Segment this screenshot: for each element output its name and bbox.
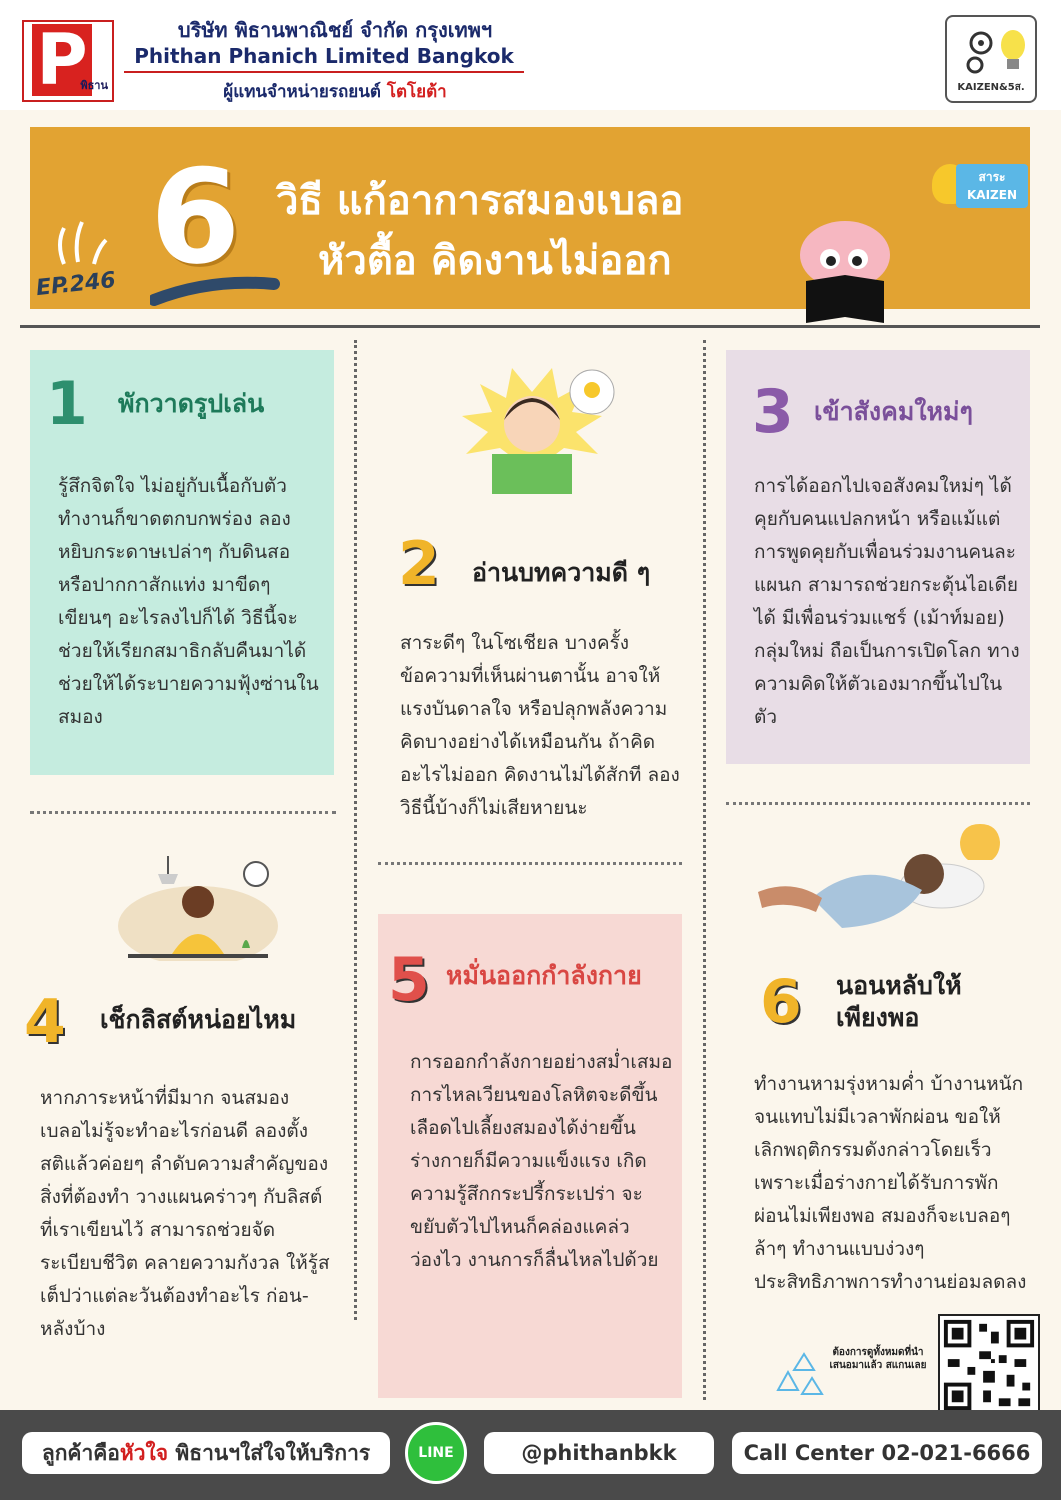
company-name-english: Phithan Phanich Limited Bangkok xyxy=(124,44,524,73)
tip-body-3: การได้ออกไปเจอสังคมใหม่ๆ ได้คุยกับคนแปลกหน้า หรือแม้แต่การพูดคุยกับเพื่อนร่วมงานคนละแผนก สามารถช่วยกระตุ้นไอเดียได้ มีเพื่อนร่วมแชร์ (เม้าท์มอย) กลุ่มใหม่ ถือเป็นการเปิดโลก ทางความคิดให้ตัวเองมากขึ้นไปในตัว xyxy=(754,475,1020,728)
banner-divider xyxy=(20,325,1040,328)
column-separator-left xyxy=(354,340,357,1320)
row-separator-right xyxy=(726,802,1030,805)
footer-slogan xyxy=(22,1432,390,1474)
tip-number-5: 5 xyxy=(388,945,430,1015)
kaizen-logo xyxy=(945,15,1037,103)
person-writing-checklist-icon xyxy=(108,856,278,961)
sara-kaizen-badge xyxy=(930,150,1030,220)
slogan-heart: หัวใจ xyxy=(119,1441,169,1465)
row-separator-middle xyxy=(378,862,682,865)
dealer-line xyxy=(150,78,520,105)
kaizen-logo-text: KAIZEN&5ส. xyxy=(957,82,1025,93)
tip-title-1: พักวาดรูปเล่น xyxy=(118,389,265,418)
banner-number: 6 xyxy=(150,141,241,293)
tip-number-6: 6 xyxy=(760,967,802,1037)
badge-line-1: สาระ xyxy=(978,170,1006,184)
girl-reading-book-icon xyxy=(452,362,622,502)
tip-number-3: 3 xyxy=(752,377,794,447)
tip-body-6: ทำงานหามรุ่งหามค่ำ บ้างานหนัก จนแทบไม่มีเวลาพักผ่อน ขอให้เลิกพฤติกรรมดังกล่าวโดยเร็ว เพราะเมื่อร่างกายได้รับการพักผ่อนไม่เพียงพอ สมองก็จะเบลอๆ ล้าๆ ทำงานแบบง่วงๆ ประสิทธิภาพการทำงานย่อมลดลง xyxy=(754,1073,1027,1293)
logo-letter: P xyxy=(32,24,92,96)
tip-number-1: 1 xyxy=(46,369,88,439)
qr-code[interactable] xyxy=(938,1314,1040,1416)
dealer-brand: โตโยต้า xyxy=(386,82,447,102)
tip-body-4: หากภาระหน้าที่มีมาก จนสมองเบลอไม่รู้จะทำอะไรก่อนดี ลองตั้งสติแล้วค่อยๆ ลำดับความสำคัญของสิ่งที่ต้องทำ วางแผนคร่าวๆ กับลิสต์ที่เราเขียนไว้ สามารถช่วยจัดระเบียบชีวิต คลายความกังวล ให้รู้สเต็ปว่าแต่ละวันต้องทำอะไร ก่อน-หลังบ้าง xyxy=(40,1087,330,1340)
tip-number-4: 4 xyxy=(24,987,66,1057)
company-name-thai: บริษัท พิธานพาณิชย์ จำกัด กรุงเทพฯ xyxy=(177,18,493,42)
sparkle-decoration-icon xyxy=(54,214,114,274)
badge-line-2: KAIZEN xyxy=(967,188,1017,202)
tip-body-1: รู้สึกจิตใจ ไม่อยู่กับเนื้อกับตัว ทำงานก็ขาดตกบกพร่อง ลองหยิบกระดาษเปล่าๆ กับดินสอ หรือปากกาสักแท่ง มาขีดๆ เขียนๆ อะไรลงไปก็ได้ วิธีนี้จะช่วยให้เรียกสมาธิกลับคืนมาได้ ช่วยให้ได้ระบายความฟุ้งซ่านในสมอง xyxy=(58,475,319,728)
triangles-decoration-icon xyxy=(772,1350,824,1398)
row-separator-left xyxy=(30,811,336,814)
tip-body-2: สาระดีๆ ในโซเชียล บางครั้งข้อความที่เห็นผ่านตานั้น อาจให้แรงบันดาลใจ หรือปลุกพลังความคิดบางอย่างได้เหมือนกัน ถ้าคิดอะไรไม่ออก คิดงานไม่ได้สักที ลองวิธีนี้บ้างก็ไม่เสียหายนะ xyxy=(400,632,680,819)
banner-title-line-1: วิธี แก้อาการสมองเบลอ xyxy=(276,178,684,224)
tip-title-4: เช็กลิสต์หน่อยไหม xyxy=(100,1005,297,1034)
column-separator-right xyxy=(703,340,706,1400)
gears-bulb-icon xyxy=(947,21,1035,81)
tip-number-2: 2 xyxy=(398,529,440,599)
logo-sub: พิธาน xyxy=(80,79,108,92)
phithan-logo xyxy=(22,20,114,102)
tip-title-3: เข้าสังคมใหม่ๆ xyxy=(814,397,973,426)
banner-title-line-2: หัวตื้อ คิดงานไม่ออก xyxy=(318,238,672,284)
slogan-prefix: ลูกค้าคือ xyxy=(41,1441,120,1465)
tip-body-5: การออกกำลังกายอย่างสม่ำเสมอ การไหลเวียนของโลหิตจะดีขึ้น เลือดไปเลี้ยงสมองได้ง่ายขึ้น ร่างกายก็มีความแข็งแรง เกิดความรู้สึกกระปรี้กระเปร่า จะขยับตัวไปไหนก็คล่องแคล่ว ว่องไว งานการก็ลื่นไหลไปด้วย xyxy=(410,1051,673,1271)
sleeping-person-icon xyxy=(752,820,1012,950)
tip-title-5: หมั่นออกกำลังกาย xyxy=(446,961,642,990)
sara-kaizen-box xyxy=(956,164,1028,208)
brain-reading-book-icon xyxy=(790,215,900,330)
call-center-button[interactable]: Call Center 02-021-6666 xyxy=(732,1432,1042,1474)
tip-title-2: อ่านบทความดี ๆ xyxy=(472,558,651,587)
qr-caption: ต้องการดูทั้งหมดที่นำเสนอมาแล้ว สแกนเลย xyxy=(829,1347,927,1371)
line-id-button[interactable]: @phithanbkk xyxy=(484,1432,714,1474)
episode-label: EP.246 xyxy=(34,267,117,302)
line-app-icon[interactable]: LINE xyxy=(405,1422,467,1484)
slogan-suffix: พิธานฯใส่ใจให้บริการ xyxy=(168,1441,371,1465)
dealer-prefix: ผู้แทนจำหน่ายรถยนต์ xyxy=(223,82,381,102)
tip-title-6: นอนหลับให้เพียงพอ xyxy=(836,971,962,1032)
